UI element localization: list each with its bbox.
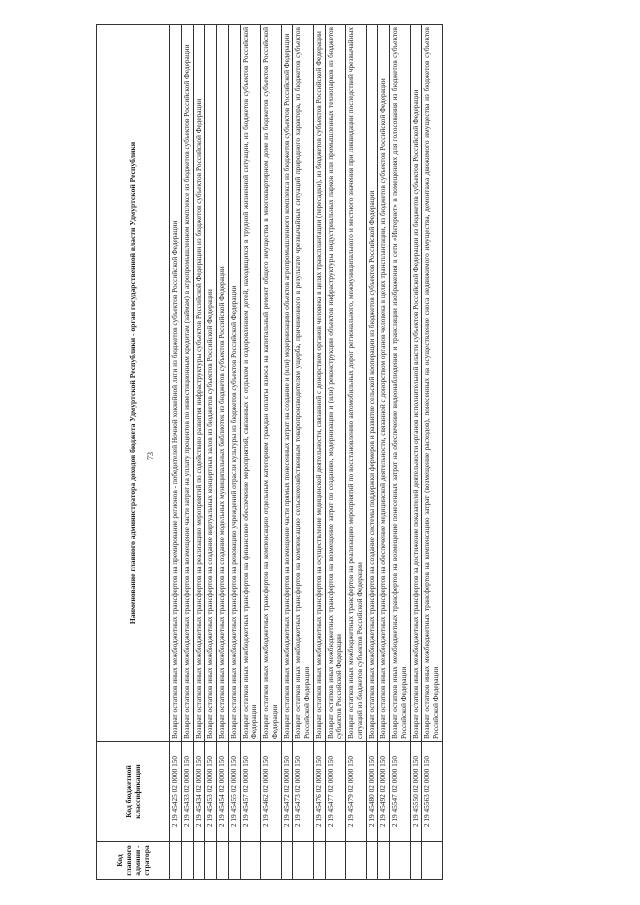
cell-budget-code: 2 19 45492 02 0000 150 [378, 742, 390, 842]
cell-admin-code [293, 842, 314, 880]
cell-budget-code: 2 19 45425 02 0000 150 [170, 742, 182, 842]
cell-admin-name: Возврат остатков иных межбюджетных трансфертов на премирование регионов - победителей Ночной хоккейной лиги из бюджетов субъектов Российской Федерации [170, 25, 182, 742]
cell-admin-name: Возврат остатков иных межбюджетных трансфертов на возмещение части затрат на уплату процентов по инвестиционным кредитам (займам) в агропромышленном комплексе из бюджетов субъектов Российской Федерации [181, 25, 193, 742]
table-row [325, 25, 346, 880]
cell-admin-code [390, 842, 411, 880]
cell-budget-code: 2 19 45462 02 0000 150 [261, 742, 282, 842]
table-row [313, 25, 325, 880]
table-row [170, 25, 182, 880]
header-admin-name: Наименование главного администратора доходов бюджета Удмуртской Республики - орган государственной власти Удмуртской Республики [97, 25, 170, 742]
cell-budget-code: 2 19 45479 02 0000 150 [346, 742, 367, 842]
cell-admin-code [422, 842, 443, 880]
cell-admin-code [410, 842, 422, 880]
cell-budget-code: 2 19 45453 02 0000 150 [205, 742, 217, 842]
cell-admin-code [325, 842, 346, 880]
table-body [170, 25, 443, 880]
cell-admin-code [313, 842, 325, 880]
cell-budget-code: 2 19 45473 02 0000 150 [293, 742, 314, 842]
cell-budget-code: 2 19 45433 02 0000 150 [181, 742, 193, 842]
cell-admin-name: Возврат остатков иных межбюджетных трансфертов на возмещение понесенных затрат на обеспечение видеонаблюдения и трансляции изображения в сети «Интернет» в помещениях для голосования из бюджетов субъектов Российской Федерации [390, 25, 411, 742]
cell-admin-code [366, 842, 378, 880]
table-row [346, 25, 367, 880]
cell-budget-code: 2 19 45547 02 0000 150 [390, 742, 411, 842]
table-row [217, 25, 229, 880]
cell-budget-code: 2 19 45563 02 0000 150 [422, 742, 443, 842]
cell-admin-code [217, 842, 229, 880]
cell-budget-code: 2 19 45480 02 0000 150 [366, 742, 378, 842]
cell-budget-code: 2 19 45476 02 0000 150 [313, 742, 325, 842]
cell-budget-code: 2 19 45472 02 0000 150 [281, 742, 293, 842]
header-admin-code: Код главного админи - стратора [97, 842, 170, 880]
cell-admin-name: Возврат остатков иных межбюджетных трансфертов на обеспечение медицинской деятельности, связанной с донорством органов человека в целях трансплантации, из бюджетов субъектов Российской Федерации [378, 25, 390, 742]
cell-admin-name: Возврат остатков иных межбюджетных трансфертов на возмещение части прямых понесенных затрат на создание и (или) модернизацию объектов агропромышленного комплекса из бюджетов субъектов Российской Федерации [281, 25, 293, 742]
cell-admin-name: Возврат остатков иных межбюджетных трансфертов на возмещение затрат по созданию, модернизации и (или) реконструкции объектов инфраструктуры индустриальных парков или промышленных технопарков из бюджетов субъектов Российской Федерации [325, 25, 346, 742]
cell-budget-code: 2 19 45457 02 0000 150 [240, 742, 261, 842]
cell-admin-name: Возврат остатков иных межбюджетных трансфертов на компенсацию отдельным категориям граждан оплаты взноса на капитальный ремонт общего имущества в многоквартирном доме из бюджетов субъектов Российской Федерации [261, 25, 282, 742]
cell-admin-name: Возврат остатков иных межбюджетных трансфертов на компенсацию затрат (возмещение расходов), понесенных на осуществление сноса недвижимого имущества, демонтажа движимого имущества из бюджетов субъектов Российской Федерации [422, 25, 443, 742]
cell-budget-code: 2 19 45477 02 0000 150 [325, 742, 346, 842]
table-row [193, 25, 205, 880]
cell-admin-code [228, 842, 240, 880]
cell-admin-code [378, 842, 390, 880]
table-row [293, 25, 314, 880]
cell-admin-name: Возврат остатков иных межбюджетных трансфертов на реализацию мероприятий по содействию развития инфраструктуры субъектов Российской Федерации из бюджетов субъектов Российской Федерации [193, 25, 205, 742]
cell-admin-code [281, 842, 293, 880]
cell-budget-code: 2 19 45455 02 0000 150 [228, 742, 240, 842]
cell-budget-code: 2 19 45550 02 0000 150 [410, 742, 422, 842]
cell-admin-code [170, 842, 182, 880]
table-row [228, 25, 240, 880]
table-row [410, 25, 422, 880]
cell-admin-code [193, 842, 205, 880]
cell-admin-name: Возврат остатков иных межбюджетных трансфертов на реновацию учреждений отрасли культуры из бюджетов субъектов Российской Федерации [228, 25, 240, 742]
cell-admin-code [240, 842, 261, 880]
header-budget-code: Код бюджетной классификации [97, 742, 170, 842]
table-row [422, 25, 443, 880]
cell-admin-code [181, 842, 193, 880]
table-row [205, 25, 217, 880]
revenue-administrators-table [96, 24, 443, 880]
cell-admin-code [346, 842, 367, 880]
cell-admin-name: Возврат остатков иных межбюджетных трансфертов на осуществление медицинской деятельности, связанной с донорством органов человека в целях трансплантации (пересадки), из бюджетов субъектов Российской Федерации [313, 25, 325, 742]
cell-admin-name: Возврат остатков иных межбюджетных трансфертов на создание системы поддержки фермеров и развитие сельской кооперации из бюджетов субъектов Российской Федерации [366, 25, 378, 742]
table-row [366, 25, 378, 880]
cell-admin-name: Возврат остатков иных межбюджетных трансфертов на финансовое обеспечение мероприятий, связанных с отдыхом и оздоровлением детей, находящихся в трудной жизненной ситуации, из бюджетов субъектов Российской Федерации [240, 25, 261, 742]
table-row [281, 25, 293, 880]
cell-admin-code [205, 842, 217, 880]
cell-admin-name: Возврат остатков иных межбюджетных трансфертов на реализацию мероприятий по восстановлению автомобильных дорог регионального, межмуниципального и местного значения при ликвидации последствий чрезвычайных ситуаций из бюджетов субъектов Российской Федерации [346, 25, 367, 742]
page-number: 73 [146, 452, 155, 460]
table-row [240, 25, 261, 880]
cell-admin-name: Возврат остатков иных межбюджетных трансфертов на создание виртуальных концертных залов из бюджетов субъектов Российской Федерации [205, 25, 217, 742]
cell-admin-name: Возврат остатков иных межбюджетных трансфертов на компенсацию сельскохозяйственным товаропроизводителям ущерба, причиненного в результате чрезвычайных ситуаций природного характера, из бюджетов субъектов Российской Федерации [293, 25, 314, 742]
cell-admin-name: Возврат остатков иных межбюджетных трансфертов за достижение показателей деятельности органов исполнительной власти субъектов Российской Федерации из бюджетов субъектов Российской Федерации [410, 25, 422, 742]
cell-budget-code: 2 19 45434 02 0000 150 [193, 742, 205, 842]
cell-admin-name: Возврат остатков иных межбюджетных трансфертов на создание модельных муниципальных библиотек из бюджетов субъектов Российской Федерации [217, 25, 229, 742]
table-header-row [97, 25, 170, 880]
table-row [390, 25, 411, 880]
cell-budget-code: 2 19 45454 02 0000 150 [217, 742, 229, 842]
cell-admin-code [261, 842, 282, 880]
table-row [378, 25, 390, 880]
table-row [261, 25, 282, 880]
table-row [181, 25, 193, 880]
rotated-content [70, 25, 570, 880]
